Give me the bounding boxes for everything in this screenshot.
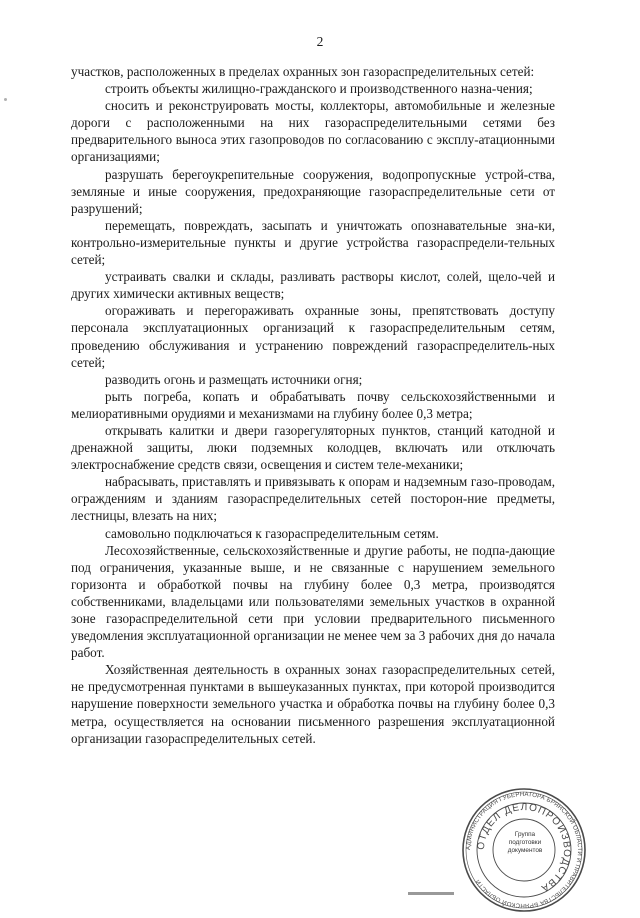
paragraph: набрасывать, приставлять и привязывать к опорам и надземным газо-проводам, ограждениям и зданиям газораспределительных сетей посторон-ние предметы, лестницы, влезать на них; (71, 474, 555, 524)
document-body (71, 63, 555, 747)
page-number: 2 (316, 34, 324, 49)
paragraph: рыть погреба, копать и обрабатывать почву сельскохозяйственными и мелиоративными орудиями и механизмами на глубину более 0,3 метра; (71, 388, 555, 421)
paragraph: строить объекты жилищно-гражданского и производственного назна-чения; (105, 81, 533, 97)
stamp-outer-text: АДМИНИСТРАЦИЯ ГУБЕРНАТОРА БРЯНСКОЙ ОБЛАСТИ И ПРАВИТЕЛЬСТВА БРЯНСКОЙ ОБЛАСТИ (464, 790, 584, 910)
stamp-inner-line: Группа (514, 831, 536, 838)
scan-speck (4, 98, 7, 101)
paragraph: устраивать свалки и склады, разливать растворы кислот, солей, щело-чей и других химически активных веществ; (71, 269, 555, 302)
paragraph: сносить и реконструировать мосты, коллекторы, автомобильные и железные дороги с расположенными на них газораспределительными сетями без предварительного выноса этих газопроводов по согласованию с эксплу-атационными организациями; (71, 98, 555, 165)
paragraph: разрушать берегоукрепительные сооружения, водопропускные устрой-ства, земляные и иные сооружения, предохраняющие газораспределительные сети от разрушений; (71, 166, 555, 216)
paragraph: перемещать, повреждать, засыпать и уничтожать опознавательные зна-ки, контрольно-измерительные пункты и другие устройства газораспредели-тельных сетей; (71, 217, 555, 268)
stamp-inner-text (503, 831, 547, 855)
paragraph: Лесохозяйственные, сельскохозяйственные и другие работы, не подпа-дающие под ограничения, указанные выше, и не связанные с нарушением земельного горизонта и обработкой почвы на глубину более 0,3 метра, производятся собственниками, владельцами или пользователями земельных участков в охранной зоне газораспределительной сети при условии предварительного письменного уведомления эксплуатационной организации не менее чем за 3 рабочих дня до начала работ. (71, 542, 555, 661)
paragraph: участков, расположенных в пределах охранных зон газораспределительных сетей: (71, 64, 535, 79)
stamp-inner-line: подготовки (508, 839, 542, 846)
paragraph: открывать калитки и двери газорегуляторных пунктов, станций катодной и дренажной защиты, люки подземных колодцев, включать или отключать электроснабжение средств связи, освещения и систем теле-механики; (71, 422, 555, 473)
stamp-middle-text: ОТДЕЛ ДЕЛОПРОИЗВОДСТВА (475, 801, 573, 894)
paragraph: самовольно подключаться к газораспределительным сетям. (105, 525, 439, 541)
office-stamp (461, 787, 587, 913)
footer-mark (408, 892, 454, 895)
paragraph: Хозяйственная деятельность в охранных зонах газораспределительных сетей, не предусмотренная пунктами в вышеуказанных пунктах, при которой производится нарушение поверхности земельного участка и обработка почвы на глубину более 0,3 метра, осуществляется на основании письменного разрешения эксплуатационной организации газораспределительных сетей. (71, 662, 555, 746)
paragraph: разводить огонь и размещать источники огня; (105, 371, 363, 387)
stamp-inner-line: документов (507, 847, 543, 854)
paragraph: огораживать и перегораживать охранные зоны, препятствовать доступу персонала эксплуатационных организаций к газораспределительным сетям, проведению обслуживания и устранению повреждений газораспределитель-ных сетей; (71, 303, 555, 370)
